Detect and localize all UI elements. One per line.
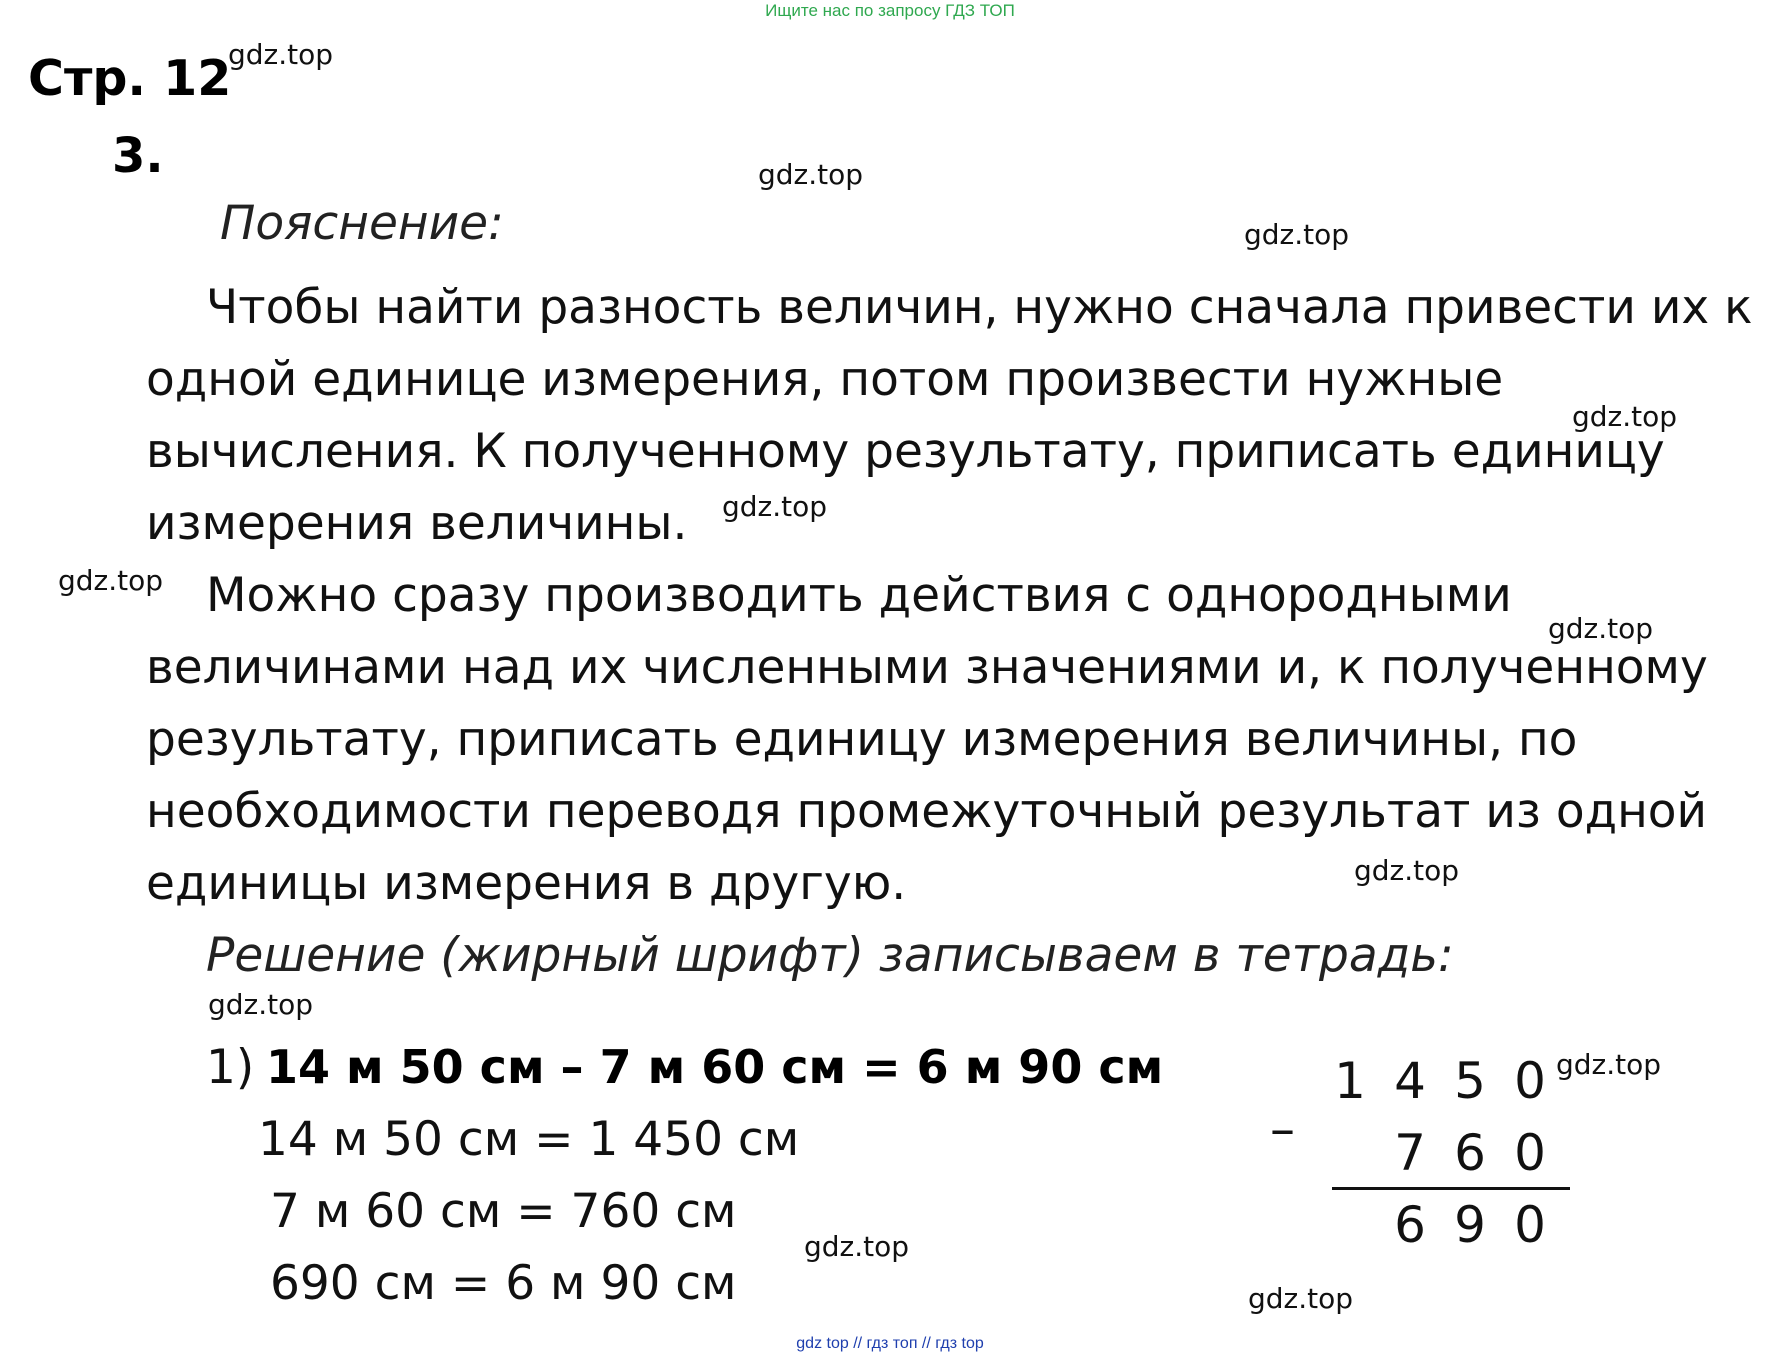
paragraph2-line-1: Можно сразу производить действия с однородными bbox=[206, 568, 1512, 623]
paragraph1-line-4: измерения величины. bbox=[146, 496, 688, 551]
result-row bbox=[1380, 1196, 1580, 1260]
watermark: gdz.top bbox=[1354, 854, 1460, 887]
subtrahend-digit: 6 bbox=[1454, 1124, 1486, 1182]
paragraph1-line-1: Чтобы найти разность величин, нужно сначала привести их к bbox=[206, 280, 1753, 335]
minuend-row bbox=[1320, 1052, 1580, 1116]
footer-links: gdz top // гдз топ // гдз top bbox=[796, 1335, 984, 1352]
watermark: gdz.top bbox=[58, 564, 164, 597]
watermark: gdz.top bbox=[758, 158, 864, 191]
result-digit: 9 bbox=[1454, 1196, 1486, 1254]
solution-step-3: 690 см = 6 м 90 см bbox=[270, 1256, 737, 1311]
solution-main-equation: 14 м 50 см – 7 м 60 см = 6 м 90 см bbox=[266, 1040, 1164, 1094]
watermark: gdz.top bbox=[1572, 400, 1678, 433]
paragraph2-line-2: величинами над их численными значениями и, к полученному bbox=[146, 640, 1708, 695]
paragraph2-line-5: единицы измерения в другую. bbox=[146, 856, 907, 911]
paragraph1-line-3: вычисления. К полученному результату, приписать единицу bbox=[146, 424, 1665, 479]
watermark: gdz.top bbox=[804, 1230, 910, 1263]
minuend-digit: 4 bbox=[1394, 1052, 1426, 1110]
page-title: Стр. 12 bbox=[28, 50, 232, 107]
watermark: gdz.top bbox=[1556, 1048, 1662, 1081]
minuend-digit: 1 bbox=[1334, 1052, 1366, 1110]
watermark: gdz.top bbox=[228, 38, 334, 71]
solution-item-number: 1) bbox=[206, 1040, 255, 1095]
minuend-digit: 0 bbox=[1514, 1052, 1546, 1110]
solution-step-1: 14 м 50 см = 1 450 см bbox=[258, 1112, 800, 1167]
subtrahend-digit: 7 bbox=[1394, 1124, 1426, 1182]
subtrahend-digit: 0 bbox=[1514, 1124, 1546, 1182]
top-banner: Ищите нас по запросу ГДЗ ТОП bbox=[765, 1, 1015, 20]
paragraph2-line-4: необходимости переводя промежуточный результат из одной bbox=[146, 784, 1708, 839]
watermark: gdz.top bbox=[1244, 218, 1350, 251]
paragraph2-line-3: результату, приписать единицу измерения величины, по bbox=[146, 712, 1578, 767]
watermark: gdz.top bbox=[722, 490, 828, 523]
subtraction-rule bbox=[1332, 1187, 1570, 1190]
watermark: gdz.top bbox=[208, 988, 314, 1021]
task-number: 3. bbox=[112, 128, 164, 184]
paragraph1-line-2: одной единице измерения, потом произвести нужные bbox=[146, 352, 1504, 407]
explanation-heading: Пояснение: bbox=[220, 196, 504, 251]
subtrahend-row bbox=[1380, 1124, 1580, 1188]
result-digit: 0 bbox=[1514, 1196, 1546, 1254]
watermark: gdz.top bbox=[1548, 612, 1654, 645]
result-digit: 6 bbox=[1394, 1196, 1426, 1254]
watermark: gdz.top bbox=[1248, 1282, 1354, 1315]
minuend-digit: 5 bbox=[1454, 1052, 1486, 1110]
subtraction-operator: – bbox=[1270, 1100, 1295, 1158]
solution-step-2: 7 м 60 см = 760 см bbox=[270, 1184, 737, 1239]
solution-heading: Решение (жирный шрифт) записываем в тетрадь: bbox=[206, 928, 1454, 983]
